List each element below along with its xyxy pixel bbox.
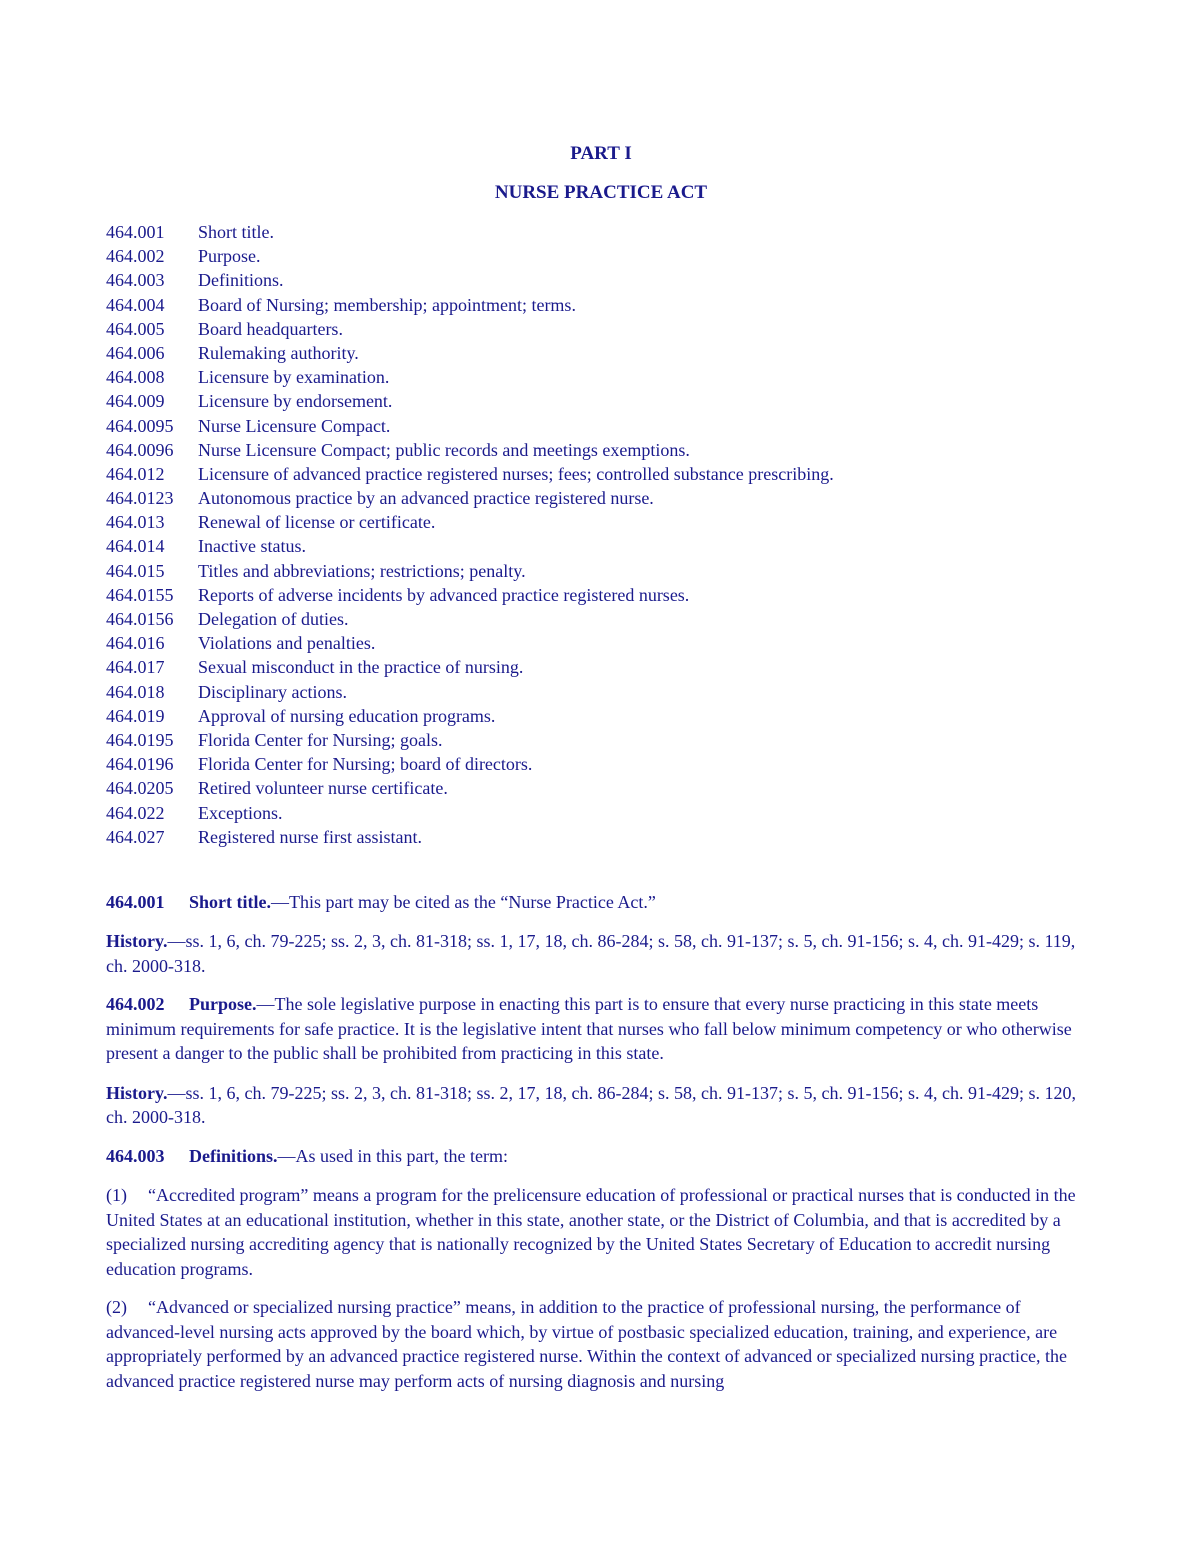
- toc-section-number: 464.009: [106, 391, 165, 412]
- toc-entry: [106, 534, 1096, 558]
- toc-entry: [106, 244, 1096, 268]
- toc-entry: [106, 268, 1096, 292]
- toc-entry: [106, 704, 1096, 728]
- toc-section-number: 464.002: [106, 246, 165, 267]
- history-text: —ss. 1, 6, ch. 79-225; ss. 2, 3, ch. 81-318; ss. 1, 17, 18, ch. 86-284; s. 58, ch. 91-137; s. 5, ch. 91-156; s. 4, ch. 91-429; s. 119, ch. 2000-318.: [106, 931, 1076, 976]
- history-label: History.: [106, 931, 168, 952]
- toc-entry: [106, 293, 1096, 317]
- section-464-003: [106, 1144, 1096, 1394]
- section-heading: Purpose.: [189, 994, 257, 1015]
- toc-entry: [106, 559, 1096, 583]
- toc-entry: [106, 510, 1096, 534]
- toc-entry: [106, 728, 1096, 752]
- toc-section-title: Nurse Licensure Compact; public records and meetings exemptions.: [198, 439, 690, 460]
- toc-section-title: Board of Nursing; membership; appointment; terms.: [198, 294, 576, 315]
- toc-section-number: 464.005: [106, 318, 165, 339]
- toc-entry: [106, 317, 1096, 341]
- section-464-002: [106, 992, 1096, 1130]
- toc-entry: [106, 486, 1096, 510]
- toc-entry: [106, 825, 1096, 849]
- toc-section-title: Purpose.: [198, 246, 261, 267]
- toc-section-title: Florida Center for Nursing; goals.: [198, 729, 443, 750]
- item-text: “Accredited program” means a program for the prelicensure education of professional or practical nurses that is conducted in the United States at an educational institution, whether in this state, another state, or the District of Columbia, and that is accredited by a specialized nursing accrediting agency that is nationally recognized by the United States Secretary of Education to accredit nursing education programs.: [106, 1185, 1076, 1279]
- toc-section-title: Violations and penalties.: [198, 633, 376, 654]
- toc-entry: [106, 801, 1096, 825]
- toc-entry: [106, 341, 1096, 365]
- toc-section-title: Licensure by endorsement.: [198, 391, 393, 412]
- definition-item: [106, 1295, 1096, 1393]
- toc-section-number: 464.006: [106, 342, 165, 363]
- section-464-001: [106, 890, 1096, 979]
- section-number: 464.001: [106, 891, 165, 912]
- item-text: “Advanced or specialized nursing practice” means, in addition to the practice of professional nursing, the performance of advanced-level nursing acts approved by the board which, by virtue of postbasic specialized education, training, and experience, are appropriately performed by an advanced practice registered nurse. Within the context of advanced or specialized nursing practice, the advanced practice registered nurse may perform acts of nursing diagnosis and nursing: [106, 1297, 1068, 1391]
- toc-section-title: Renewal of license or certificate.: [198, 512, 436, 533]
- toc-section-number: 464.0205: [106, 778, 174, 799]
- history-label: History.: [106, 1082, 168, 1103]
- item-number: (1): [106, 1185, 127, 1206]
- toc-section-number: 464.008: [106, 367, 165, 388]
- act-title: NURSE PRACTICE ACT: [494, 182, 708, 203]
- toc-section-title: Registered nurse first assistant.: [198, 826, 422, 847]
- toc-section-number: 464.014: [106, 536, 165, 557]
- document-page: [106, 140, 1096, 1393]
- toc-section-title: Inactive status.: [198, 536, 306, 557]
- toc-section-number: 464.013: [106, 512, 165, 533]
- toc-entry: [106, 389, 1096, 413]
- toc-section-title: Rulemaking authority.: [198, 342, 359, 363]
- toc-section-number: 464.016: [106, 633, 165, 654]
- toc-entry: [106, 631, 1096, 655]
- toc-section-title: Definitions.: [198, 270, 284, 291]
- toc-entry: [106, 583, 1096, 607]
- toc-section-number: 464.0156: [106, 609, 174, 629]
- toc-section-title: Reports of adverse incidents by advanced practice registered nurses.: [198, 584, 690, 605]
- toc-section-title: Autonomous practice by an advanced practice registered nurse.: [198, 488, 654, 509]
- toc-section-number: 464.0096: [106, 439, 174, 460]
- toc-entry: [106, 438, 1096, 462]
- section-text: —As used in this part, the term:: [277, 1145, 508, 1166]
- history-text: —ss. 1, 6, ch. 79-225; ss. 2, 3, ch. 81-318; ss. 2, 17, 18, ch. 86-284; s. 58, ch. 91-137; s. 5, ch. 91-156; s. 4, ch. 91-429; s. 120, ch. 2000-318.: [106, 1082, 1076, 1128]
- toc-entry: [106, 752, 1096, 776]
- section-heading: Short title.: [189, 891, 271, 912]
- item-number: (2): [106, 1297, 127, 1318]
- toc-section-title: Exceptions.: [198, 802, 283, 823]
- toc-entry: [106, 655, 1096, 679]
- toc-section-number: 464.0095: [106, 415, 174, 436]
- toc-entry: [106, 680, 1096, 704]
- toc-section-number: 464.012: [106, 463, 165, 484]
- toc-section-title: Disciplinary actions.: [198, 681, 347, 702]
- section-heading: Definitions.: [189, 1145, 278, 1166]
- toc-section-title: Short title.: [198, 222, 274, 242]
- toc-entry: [106, 220, 1096, 244]
- toc-section-title: Titles and abbreviations; restrictions; penalty.: [198, 560, 526, 581]
- toc-section-title: Approval of nursing education programs.: [198, 705, 496, 726]
- toc-section-number: 464.003: [106, 270, 165, 291]
- toc-section-number: 464.0195: [106, 729, 174, 750]
- toc-section-title: Licensure of advanced practice registered nurses; fees; controlled substance prescribing.: [198, 463, 834, 484]
- toc-entry: [106, 414, 1096, 438]
- toc-entry: [106, 365, 1096, 389]
- toc-entry: [106, 462, 1096, 486]
- toc-section-number: 464.017: [106, 657, 165, 678]
- toc-section-number: 464.019: [106, 705, 165, 726]
- toc-section-title: Retired volunteer nurse certificate.: [198, 778, 448, 799]
- toc-section-title: Delegation of duties.: [198, 609, 349, 629]
- toc-section-title: Board headquarters.: [198, 318, 343, 339]
- table-of-contents: [106, 220, 1096, 849]
- section-number: 464.003: [106, 1145, 165, 1166]
- toc-entry: [106, 776, 1096, 800]
- toc-entry: [106, 607, 1096, 631]
- toc-section-number: 464.015: [106, 560, 165, 581]
- toc-section-title: Florida Center for Nursing; board of directors.: [198, 754, 533, 775]
- toc-section-number: 464.0123: [106, 488, 174, 509]
- toc-section-number: 464.001: [106, 222, 165, 242]
- section-number: 464.002: [106, 994, 165, 1015]
- toc-section-title: Licensure by examination.: [198, 367, 390, 388]
- section-text: —The sole legislative purpose in enacting this part is to ensure that every nurse practicing in this state meets minimum requirements for safe practice. It is the legislative intent that nurses who fall below minimum competency or who otherwise present a danger to the public shall be prohibited from practicing in this state.: [106, 994, 1072, 1064]
- toc-section-number: 464.0196: [106, 754, 174, 775]
- toc-section-title: Nurse Licensure Compact.: [198, 415, 391, 436]
- part-title: PART I: [570, 143, 632, 164]
- toc-section-number: 464.022: [106, 802, 165, 823]
- toc-section-number: 464.027: [106, 826, 165, 847]
- toc-section-number: 464.018: [106, 681, 165, 702]
- toc-section-number: 464.004: [106, 294, 165, 315]
- toc-section-number: 464.0155: [106, 584, 174, 605]
- section-text: —This part may be cited as the “Nurse Practice Act.”: [270, 891, 656, 912]
- toc-section-title: Sexual misconduct in the practice of nursing.: [198, 657, 524, 678]
- definition-item: [106, 1183, 1096, 1281]
